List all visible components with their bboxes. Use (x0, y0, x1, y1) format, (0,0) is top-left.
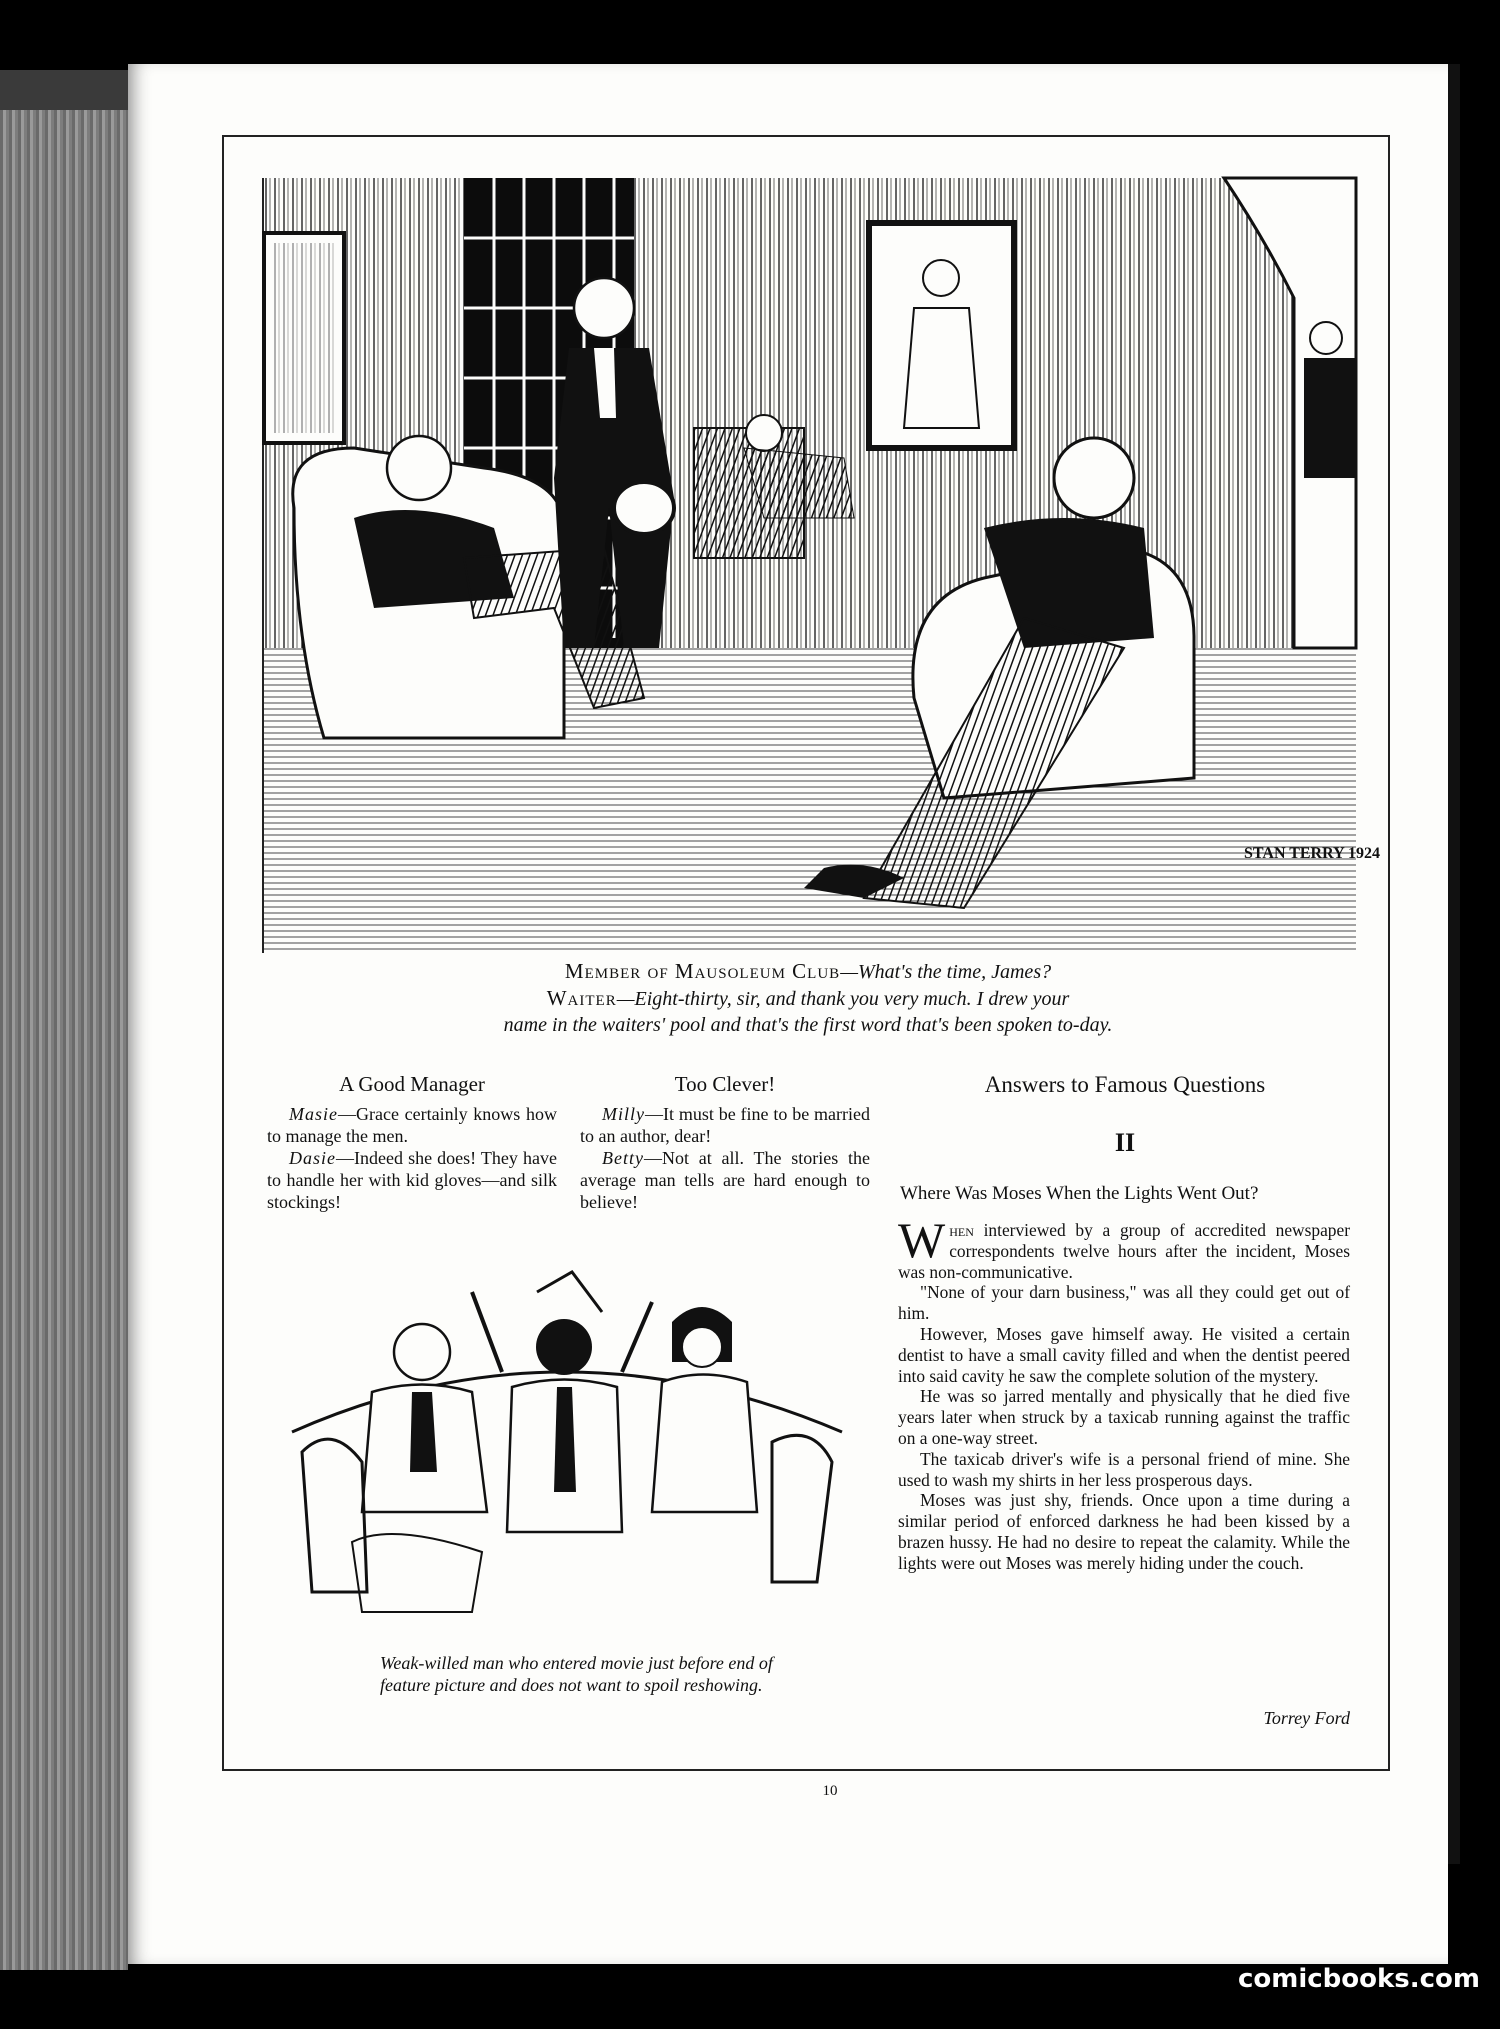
joke-too-clever-title: Too Clever! (674, 1072, 776, 1096)
joke2-line-2: —Not at all. The stories the average man tells are hard enough to believe! (580, 1148, 870, 1212)
answers-body (898, 1212, 1350, 1574)
joke2-speaker-2: Betty (602, 1148, 644, 1168)
answers-paragraph-2: "None of your darn business," was all they could get out of him. (898, 1282, 1350, 1324)
joke-too-clever-text (580, 1103, 870, 1213)
joke2-line-1: —It must be fine to be married to an author, dear! (580, 1104, 870, 1146)
joke1-speaker-1: Masie (289, 1104, 338, 1124)
caption-speaker-waiter: Waiter (546, 986, 617, 1010)
answers-paragraph-4: He was so jarred mentally and physically that he died five years later when struck by a taxicab running against the traffic on a one-way street. (898, 1386, 1350, 1448)
caption-speaker-member: Member of Mausoleum Club (564, 959, 841, 983)
movie-theater-cartoon (272, 1252, 862, 1667)
page-gutter (1448, 64, 1460, 1864)
drop-cap: W (898, 1212, 946, 1268)
site-watermark: comicbooks.com (1237, 1964, 1480, 1994)
answers-numeral: II (1114, 1128, 1136, 1157)
club-room-cartoon (262, 178, 1381, 953)
caption-line-1: —What's the time, James? (840, 961, 1052, 983)
answers-title: Answers to Famous Questions (984, 1072, 1266, 1097)
caption-line-3: name in the waiters' pool and that's the first word that's been spoken to-day. (503, 1014, 1113, 1036)
joke1-line-2: —Indeed she does! They have to handle her with kid gloves—and silk stockings! (267, 1148, 557, 1212)
book-page-edges (0, 70, 128, 1970)
joke-good-manager-title: A Good Manager (339, 1072, 485, 1096)
joke1-speaker-2: Dasie (289, 1148, 336, 1168)
book-edge-shadow (0, 70, 128, 110)
joke1-line-1: —Grace certainly knows how to manage the men. (267, 1104, 557, 1146)
joke2-speaker-1: Milly (602, 1104, 645, 1124)
artist-signature: STAN TERRY 1924 (1244, 845, 1381, 862)
answers-lead: hen (949, 1220, 974, 1240)
answers-paragraph-1: interviewed by a group of accredited newspaper correspondents twelve hours after the incident, Moses was non-communicative. (898, 1220, 1350, 1282)
answers-paragraph-6: Moses was just shy, friends. Once upon a time during a similar period of enforced darkness he had been kissed by a brazen hussy. He had no desire to repeat the calamity. While the lights were out Moses was merely hiding under the couch. (898, 1490, 1350, 1573)
answers-paragraph-5: The taxicab driver's wife is a personal friend of mine. She used to wash my shirts in her less prosperous days. (898, 1448, 1350, 1490)
top-cartoon-caption (262, 958, 1354, 1038)
answers-paragraph-3: However, Moses gave himself away. He visited a certain dentist to have a small cavity filled and when the dentist peered into said cavity he saw the complete solution of the mystery. (898, 1323, 1350, 1386)
bottom-cartoon-caption: Weak-willed man who entered movie just before end of feature picture and does not want to spoil reshowing. (380, 1653, 773, 1695)
caption-line-2: —Eight-thirty, sir, and thank you very much. I drew your (616, 988, 1070, 1010)
page-number: 10 (822, 1783, 838, 1799)
answers-author: Torrey Ford (1263, 1708, 1350, 1728)
joke-good-manager-text (267, 1103, 557, 1213)
answers-question: Where Was Moses When the Lights Went Out? (900, 1183, 1259, 1204)
